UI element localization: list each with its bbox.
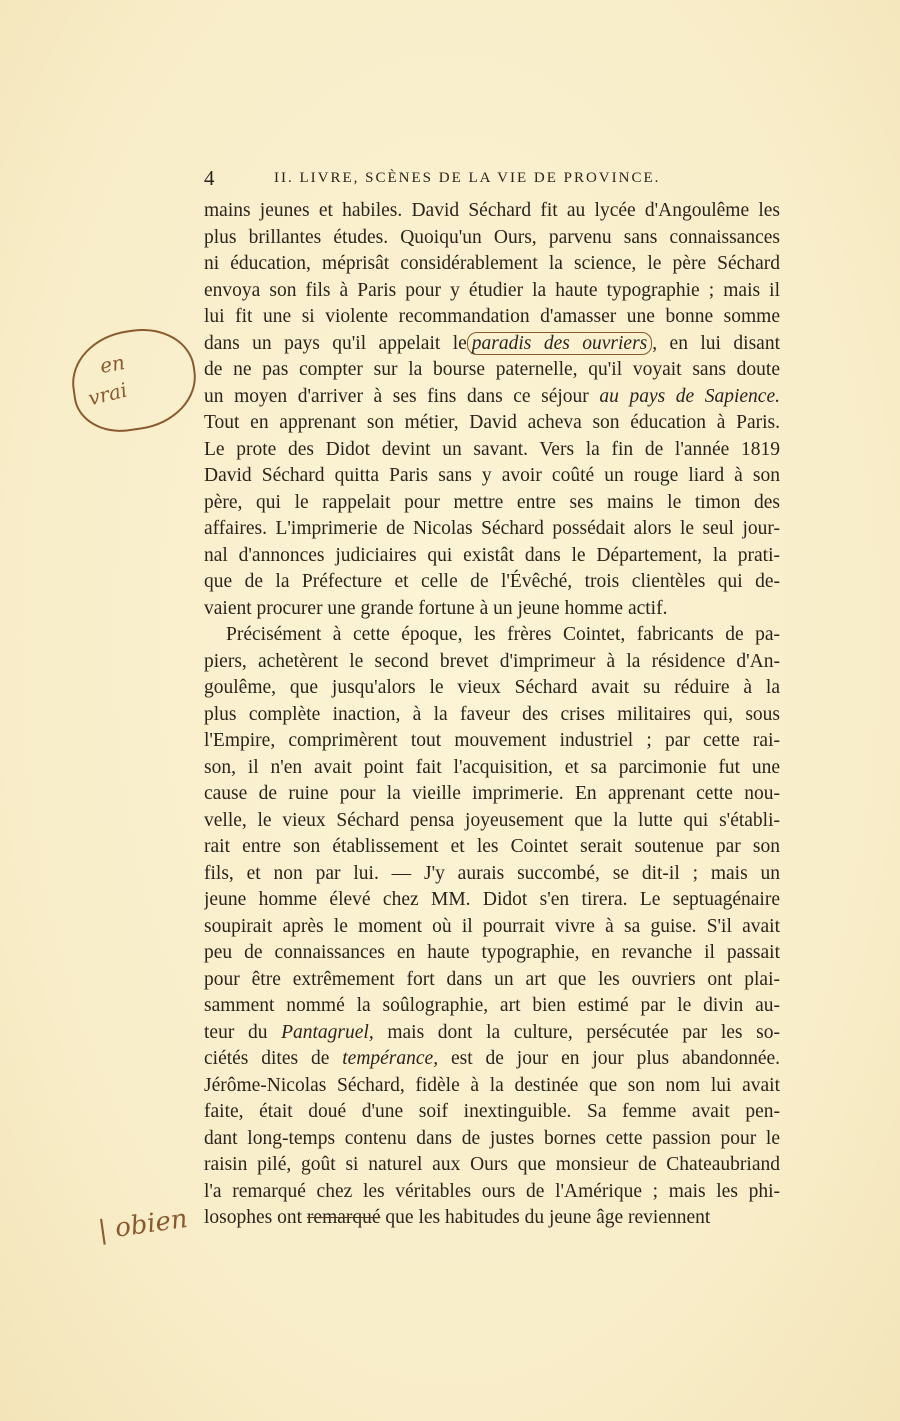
- text-line: [204, 304, 780, 331]
- text-segment: remarqué: [306, 1207, 381, 1228]
- text-segment: goulême, que jusqu'alors le vieux Séchard avait su réduire à la: [204, 677, 780, 698]
- text-line: [204, 198, 780, 225]
- text-segment: losophes ont: [204, 1207, 307, 1228]
- text-line: [204, 967, 780, 994]
- text-segment: l'Empire, comprimèrent tout mouvement industriel ; par cette rai-: [204, 730, 780, 751]
- text-line: [204, 622, 780, 649]
- text-segment: affaires. L'imprimerie de Nicolas Séchard possédait alors le seul jour-: [204, 518, 780, 539]
- text-line: [204, 278, 780, 305]
- text-line: [204, 702, 780, 729]
- text-line: [204, 728, 780, 755]
- text-line: [204, 225, 780, 252]
- text-segment: mais dont la culture, persécutée par les so-: [373, 1021, 780, 1043]
- text-segment: Pantagruel,: [281, 1021, 374, 1043]
- text-segment: peu de connaissances en haute typographie, en revanche il passait: [204, 942, 780, 963]
- text-line: [204, 675, 780, 702]
- running-head: II. LIVRE, SCÈNES DE LA VIE DE PROVINCE.: [274, 170, 661, 186]
- text-line: [204, 1205, 780, 1232]
- text-line: [204, 808, 780, 835]
- text-line: [204, 437, 780, 464]
- text-line: [204, 1099, 780, 1126]
- text-line: [204, 940, 780, 967]
- margin-annotation-top-1: en: [98, 350, 127, 378]
- text-segment: David Séchard quitta Paris sans y avoir coûté un rouge liard à son: [204, 465, 780, 486]
- text-segment: dans un pays qu'il appelait le: [204, 332, 467, 354]
- text-segment: piers, achetèrent le second brevet d'imprimeur à la résidence d'An-: [204, 650, 780, 672]
- text-line: [204, 834, 780, 861]
- text-segment: plus brillantes études. Quoiqu'un Ours, parvenu sans connaissances: [204, 226, 780, 248]
- text-segment: rait entre son établissement et les Cointet serait soutenue par son: [204, 836, 780, 857]
- body-text: [204, 198, 780, 1232]
- text-line: [204, 251, 780, 278]
- text-segment: un moyen d'arriver à ses fins dans ce séjour: [204, 385, 600, 407]
- text-segment: raisin pilé, goût si naturel aux Ours que monsieur de Chateaubriand: [204, 1154, 780, 1175]
- text-segment: ciétés dites de: [204, 1048, 343, 1069]
- text-segment: lui fit une si violente recommandation d'amasser une bonne somme: [204, 306, 780, 327]
- text-line: [204, 1179, 780, 1206]
- page-header: [204, 166, 780, 192]
- text-line: [204, 993, 780, 1020]
- text-segment: Précisément à cette époque, les frères Cointet, fabricants de pa-: [226, 624, 780, 645]
- text-segment: au pays de Sapience.: [599, 385, 780, 407]
- text-segment: soupirait après le moment où il pourrait vivre à sa guise. S'il avait: [204, 915, 780, 937]
- text-line: [204, 516, 780, 543]
- text-line: [204, 781, 780, 808]
- text-line: [204, 1046, 780, 1073]
- text-segment: Le prote des Didot devint un savant. Vers la fin de l'année 1819: [204, 438, 780, 460]
- text-segment: que de la Préfecture et celle de l'Évêché, trois clientèles qui de-: [204, 571, 780, 592]
- text-line: [204, 463, 780, 490]
- text-line: [204, 914, 780, 941]
- text-line: [204, 596, 780, 623]
- text-line: [204, 887, 780, 914]
- text-line: [204, 331, 780, 358]
- text-line: [204, 755, 780, 782]
- text-line: [204, 410, 780, 437]
- text-segment: plus complète inaction, à la faveur des crises militaires qui, sous: [204, 703, 780, 725]
- text-line: [204, 1152, 780, 1179]
- text-segment: l'a remarqué chez les véritables ours de l'Amérique ; mais les phi-: [204, 1180, 780, 1202]
- text-line: [204, 1073, 780, 1100]
- text-segment: velle, le vieux Séchard pensa joyeusement que la lutte qui s'établi-: [204, 809, 780, 831]
- text-segment: nal d'annonces judiciaires qui existât dans le Département, la prati-: [204, 544, 780, 566]
- text-segment: faite, était doué d'une soif inextinguible. Sa femme avait pen-: [204, 1101, 780, 1122]
- text-segment: tempérance,: [342, 1048, 439, 1069]
- text-segment: père, qui le rappelait pour mettre entre ses mains le timon des: [204, 491, 780, 513]
- text-line: [204, 384, 780, 411]
- text-segment: que les habitudes du jeune âge reviennent: [380, 1207, 711, 1228]
- text-segment: son, il n'en avait point fait l'acquisition, et sa parcimonie fut une: [204, 756, 780, 778]
- text-line: [204, 490, 780, 517]
- text-segment: samment nommé la soûlographie, art bien estimé par le divin au-: [204, 995, 780, 1016]
- text-segment: pour être extrêmement fort dans un art que les ouvriers ont plai-: [204, 968, 780, 990]
- text-line: [204, 543, 780, 570]
- text-line: [204, 569, 780, 596]
- text-segment: est de jour en jour plus abandonnée.: [438, 1048, 780, 1069]
- margin-annotation-bottom: | obien: [96, 1203, 190, 1247]
- text-segment: Jérôme-Nicolas Séchard, fidèle à la destinée que son nom lui avait: [204, 1074, 780, 1096]
- text-segment: dant long-temps contenu dans de justes bornes cette passion pour le: [204, 1127, 780, 1149]
- text-segment: vaient procurer une grande fortune à un jeune homme actif.: [204, 597, 668, 619]
- page-number: 4: [204, 166, 215, 190]
- text-segment: paradis des ouvriers: [467, 332, 652, 355]
- text-segment: Tout en apprenant son métier, David acheva son éducation à Paris.: [204, 412, 780, 433]
- margin-annotation-ring: [66, 322, 203, 438]
- text-segment: fils, et non par lui. — J'y aurais succombé, se dit-il ; mais un: [204, 862, 780, 884]
- text-segment: envoya son fils à Paris pour y étudier la haute typographie ; mais il: [204, 279, 780, 301]
- text-segment: cause de ruine pour la vieille imprimerie. En apprenant cette nou-: [204, 783, 780, 804]
- text-line: [204, 1020, 780, 1047]
- text-line: [204, 1126, 780, 1153]
- text-line: [204, 649, 780, 676]
- text-line: [204, 861, 780, 888]
- text-segment: , en lui disant: [652, 332, 780, 354]
- text-segment: jeune homme élevé chez MM. Didot s'en tirera. Le septuagénaire: [204, 889, 780, 910]
- text-segment: de ne pas compter sur la bourse paternelle, qu'il voyait sans doute: [204, 359, 780, 380]
- text-segment: teur du: [204, 1021, 282, 1043]
- text-segment: ni éducation, méprisât considérablement la science, le père Séchard: [204, 253, 780, 274]
- margin-annotation-top-2: vrai: [85, 377, 130, 411]
- text-line: [204, 357, 780, 384]
- text-segment: mains jeunes et habiles. David Séchard fit au lycée d'Angoulême les: [204, 200, 780, 221]
